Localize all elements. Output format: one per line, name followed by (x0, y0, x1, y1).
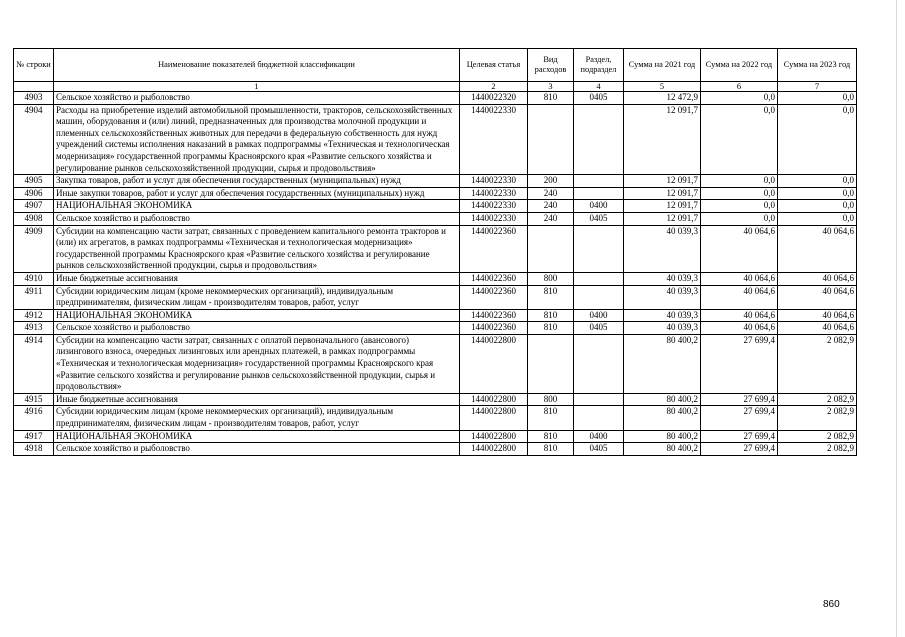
sum-2022-cell: 40 064,6 (701, 272, 778, 285)
target-article-cell: 1440022360 (460, 225, 528, 272)
sum-2022-cell: 27 699,4 (701, 393, 778, 406)
target-article-cell: 1440022330 (460, 212, 528, 225)
row-number-cell: 4907 (14, 200, 54, 213)
expense-type-cell: 200 (528, 175, 574, 188)
expense-type-cell: 810 (528, 430, 574, 443)
sum-2023-cell: 40 064,6 (778, 322, 857, 335)
indicator-name-cell: Сельское хозяйство и рыболовство (54, 322, 460, 335)
expense-type-cell: 240 (528, 187, 574, 200)
expense-type-cell: 800 (528, 272, 574, 285)
indicator-name-cell: Закупка товаров, работ и услуг для обеспечения государственных (муниципальных) нужд (54, 175, 460, 188)
section-cell: 0400 (574, 200, 624, 213)
target-article-cell: 1440022320 (460, 92, 528, 105)
target-article-cell: 1440022330 (460, 104, 528, 175)
column-header: Сумма на 2021 год (624, 49, 701, 82)
indicator-name-cell: Субсидии юридическим лицам (кроме некоммерческих организаций), индивидуальным предпринимателям, физическим лицам - производителям товаров, работ, услуг (54, 406, 460, 430)
table-body (14, 82, 857, 456)
section-cell: 0400 (574, 430, 624, 443)
column-header: Раздел, подраздел (574, 49, 624, 82)
row-number-cell: 4915 (14, 393, 54, 406)
indicator-name-cell: НАЦИОНАЛЬНАЯ ЭКОНОМИКА (54, 200, 460, 213)
target-article-cell: 1440022360 (460, 272, 528, 285)
table-row (14, 200, 857, 213)
row-number-cell: 4903 (14, 92, 54, 105)
section-cell: 0400 (574, 309, 624, 322)
budget-table (13, 48, 857, 456)
section-cell (574, 175, 624, 188)
column-number: 5 (624, 82, 701, 92)
indicator-name-cell: НАЦИОНАЛЬНАЯ ЭКОНОМИКА (54, 309, 460, 322)
sum-2021-cell: 12 091,7 (624, 175, 701, 188)
sum-2021-cell: 80 400,2 (624, 406, 701, 430)
target-article-cell: 1440022360 (460, 322, 528, 335)
sum-2021-cell: 40 039,3 (624, 309, 701, 322)
indicator-name-cell: Сельское хозяйство и рыболовство (54, 212, 460, 225)
row-number-cell: 4905 (14, 175, 54, 188)
sum-2023-cell: 0,0 (778, 175, 857, 188)
expense-type-cell: 810 (528, 443, 574, 456)
expense-type-cell: 810 (528, 285, 574, 309)
expense-type-cell (528, 225, 574, 272)
expense-type-cell: 800 (528, 393, 574, 406)
row-number-cell: 4917 (14, 430, 54, 443)
sum-2022-cell: 27 699,4 (701, 334, 778, 393)
column-header: Сумма на 2023 год (778, 49, 857, 82)
table-row (14, 309, 857, 322)
column-number: 6 (701, 82, 778, 92)
sum-2023-cell: 0,0 (778, 212, 857, 225)
indicator-name-cell: Субсидии на компенсацию части затрат, связанных с проведением капитального ремонта тракторов и (или) их агрегатов, в рамках подпрограммы «Техническая и технологическая модернизация» государственной программы Красноярского края «Развитие сельского хозяйства и регулирование рынков сельскохозяйственной продукции, сырья и продовольствия» (54, 225, 460, 272)
sum-2021-cell: 12 472,9 (624, 92, 701, 105)
row-number-cell: 4916 (14, 406, 54, 430)
table-row (14, 225, 857, 272)
indicator-name-cell: Субсидии юридическим лицам (кроме некоммерческих организаций), индивидуальным предпринимателям, физическим лицам - производителям товаров, работ, услуг (54, 285, 460, 309)
column-number-row (14, 82, 857, 92)
column-number: 7 (778, 82, 857, 92)
sum-2023-cell: 2 082,9 (778, 443, 857, 456)
column-number: 4 (574, 82, 624, 92)
sum-2023-cell: 40 064,6 (778, 225, 857, 272)
section-cell (574, 393, 624, 406)
row-number-cell: 4910 (14, 272, 54, 285)
sum-2022-cell: 0,0 (701, 104, 778, 175)
table-row (14, 334, 857, 393)
sum-2022-cell: 0,0 (701, 175, 778, 188)
sum-2023-cell: 0,0 (778, 92, 857, 105)
sum-2021-cell: 12 091,7 (624, 104, 701, 175)
section-cell (574, 272, 624, 285)
sum-2022-cell: 40 064,6 (701, 309, 778, 322)
table-row (14, 212, 857, 225)
table-row (14, 443, 857, 456)
expense-type-cell (528, 104, 574, 175)
target-article-cell: 1440022800 (460, 393, 528, 406)
sum-2022-cell: 0,0 (701, 187, 778, 200)
column-header: Сумма на 2022 год (701, 49, 778, 82)
indicator-name-cell: Расходы на приобретение изделий автомобильной промышленности, тракторов, сельскохозяйственных машин, оборудования и (или) линий, предназначенных для производства молочной продукции и племенных сельскохозяйственных животных для передачи в федеральную собственность для нужд учреждений системы исполнения наказаний в рамках подпрограммы «Техническая и технологическая модернизация» государственной программы Красноярского края «Развитие сельского хозяйства и регулирование рынков сельскохозяйственной продукции, сырья и продовольствия» (54, 104, 460, 175)
target-article-cell: 1440022800 (460, 406, 528, 430)
row-number-cell: 4908 (14, 212, 54, 225)
table-row (14, 104, 857, 175)
section-cell: 0405 (574, 322, 624, 335)
target-article-cell: 1440022360 (460, 285, 528, 309)
section-cell (574, 334, 624, 393)
indicator-name-cell: Сельское хозяйство и рыболовство (54, 92, 460, 105)
page-number: 860 (823, 599, 840, 610)
section-cell: 0405 (574, 443, 624, 456)
sum-2022-cell: 27 699,4 (701, 430, 778, 443)
column-number (14, 82, 54, 92)
sum-2022-cell: 27 699,4 (701, 443, 778, 456)
sum-2021-cell: 40 039,3 (624, 225, 701, 272)
table-row (14, 285, 857, 309)
indicator-name-cell: Иные бюджетные ассигнования (54, 272, 460, 285)
target-article-cell: 1440022360 (460, 309, 528, 322)
sum-2023-cell: 2 082,9 (778, 430, 857, 443)
section-cell (574, 225, 624, 272)
section-cell (574, 285, 624, 309)
expense-type-cell: 810 (528, 309, 574, 322)
table-row (14, 393, 857, 406)
sum-2023-cell: 2 082,9 (778, 334, 857, 393)
sum-2023-cell: 0,0 (778, 200, 857, 213)
target-article-cell: 1440022330 (460, 175, 528, 188)
sum-2022-cell: 0,0 (701, 200, 778, 213)
row-number-cell: 4918 (14, 443, 54, 456)
row-number-cell: 4913 (14, 322, 54, 335)
column-header: Вид расходов (528, 49, 574, 82)
sum-2023-cell: 40 064,6 (778, 285, 857, 309)
section-cell (574, 187, 624, 200)
column-number: 1 (54, 82, 460, 92)
expense-type-cell: 810 (528, 92, 574, 105)
scan-edge-line (896, 0, 897, 637)
sum-2021-cell: 12 091,7 (624, 200, 701, 213)
sum-2022-cell: 0,0 (701, 212, 778, 225)
section-cell (574, 406, 624, 430)
table-row (14, 92, 857, 105)
table-row (14, 406, 857, 430)
section-cell: 0405 (574, 92, 624, 105)
column-number: 3 (528, 82, 574, 92)
indicator-name-cell: Иные закупки товаров, работ и услуг для обеспечения государственных (муниципальных) нужд (54, 187, 460, 200)
row-number-cell: 4904 (14, 104, 54, 175)
sum-2021-cell: 40 039,3 (624, 322, 701, 335)
sum-2022-cell: 0,0 (701, 92, 778, 105)
header-row (14, 49, 857, 82)
target-article-cell: 1440022800 (460, 430, 528, 443)
row-number-cell: 4909 (14, 225, 54, 272)
indicator-name-cell: НАЦИОНАЛЬНАЯ ЭКОНОМИКА (54, 430, 460, 443)
indicator-name-cell: Иные бюджетные ассигнования (54, 393, 460, 406)
row-number-cell: 4914 (14, 334, 54, 393)
column-header: № строки (14, 49, 54, 82)
expense-type-cell: 810 (528, 406, 574, 430)
target-article-cell: 1440022330 (460, 200, 528, 213)
table-header (14, 49, 857, 82)
section-cell: 0405 (574, 212, 624, 225)
sum-2023-cell: 40 064,6 (778, 272, 857, 285)
table-row (14, 272, 857, 285)
section-cell (574, 104, 624, 175)
expense-type-cell: 240 (528, 200, 574, 213)
sum-2021-cell: 40 039,3 (624, 272, 701, 285)
sum-2023-cell: 2 082,9 (778, 406, 857, 430)
sum-2021-cell: 80 400,2 (624, 334, 701, 393)
sum-2022-cell: 40 064,6 (701, 285, 778, 309)
target-article-cell: 1440022330 (460, 187, 528, 200)
table-row (14, 175, 857, 188)
indicator-name-cell: Сельское хозяйство и рыболовство (54, 443, 460, 456)
table-row (14, 430, 857, 443)
column-header: Целевая статья (460, 49, 528, 82)
sum-2023-cell: 40 064,6 (778, 309, 857, 322)
sum-2023-cell: 0,0 (778, 104, 857, 175)
table-row (14, 322, 857, 335)
column-number: 2 (460, 82, 528, 92)
sum-2021-cell: 40 039,3 (624, 285, 701, 309)
expense-type-cell: 810 (528, 322, 574, 335)
target-article-cell: 1440022800 (460, 443, 528, 456)
row-number-cell: 4906 (14, 187, 54, 200)
indicator-name-cell: Субсидии на компенсацию части затрат, связанных с оплатой первоначального (авансового) лизингового взноса, очередных лизинговых или арендных платежей, в рамках подпрограммы «Техническая и технологическая модернизация» государственной программы Красноярского края «Развитие сельского хозяйства и регулирование рынков сельскохозяйственной продукции, сырья и продовольствия» (54, 334, 460, 393)
row-number-cell: 4912 (14, 309, 54, 322)
column-header: Наименование показателей бюджетной классификации (54, 49, 460, 82)
row-number-cell: 4911 (14, 285, 54, 309)
sum-2021-cell: 80 400,2 (624, 430, 701, 443)
sum-2021-cell: 80 400,2 (624, 393, 701, 406)
sum-2023-cell: 0,0 (778, 187, 857, 200)
sum-2023-cell: 2 082,9 (778, 393, 857, 406)
sum-2021-cell: 12 091,7 (624, 212, 701, 225)
sum-2022-cell: 40 064,6 (701, 225, 778, 272)
target-article-cell: 1440022800 (460, 334, 528, 393)
sum-2022-cell: 27 699,4 (701, 406, 778, 430)
sum-2021-cell: 80 400,2 (624, 443, 701, 456)
expense-type-cell (528, 334, 574, 393)
expense-type-cell: 240 (528, 212, 574, 225)
sum-2022-cell: 40 064,6 (701, 322, 778, 335)
table-row (14, 187, 857, 200)
sum-2021-cell: 12 091,7 (624, 187, 701, 200)
